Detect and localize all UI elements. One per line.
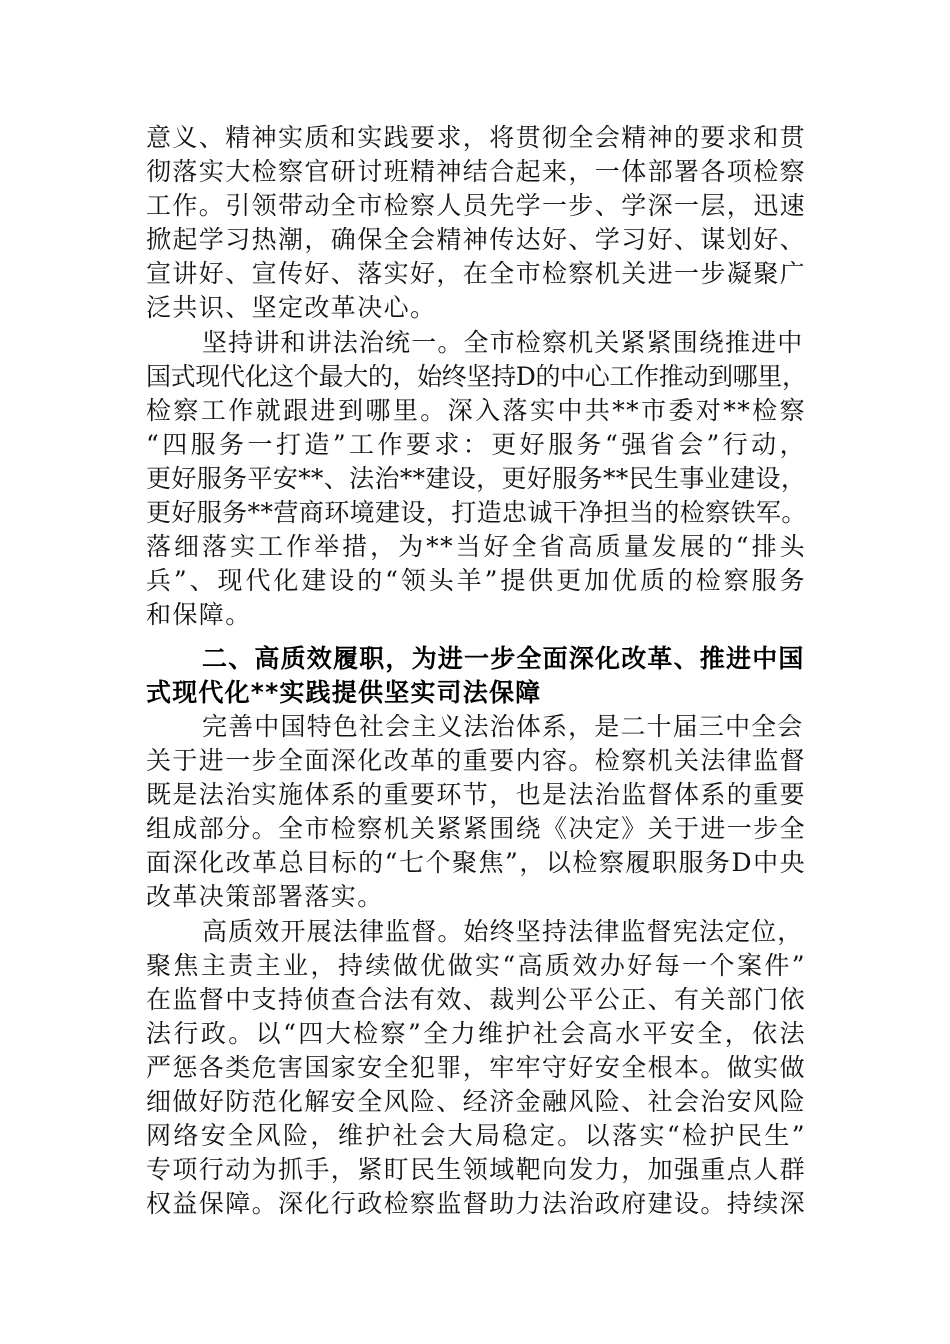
text-line: 意义、精神实质和实践要求，将贯彻全会精神的要求和贯 — [146, 123, 807, 152]
text-line: 彻落实大检察官研讨班精神结合起来，一体部署各项检察 — [146, 157, 807, 186]
text-line: 高质效开展法律监督。始终坚持法律监督宪法定位， — [202, 917, 804, 946]
text-line: 宣讲好、宣传好、落实好，在全市检察机关进一步凝聚广 — [146, 259, 807, 288]
text-line: 检察工作就跟进到哪里。深入落实中共**市委对**检察 — [146, 396, 806, 425]
paragraph-intro — [146, 121, 806, 325]
text-line: 在监督中支持侦查合法有效、裁判公平公正、有关部门依 — [146, 985, 807, 1014]
heading-line: 二、高质效履职，为进一步全面深化改革、推进中国 — [202, 644, 805, 673]
text-line: 工作。引领带动全市检察人员先学一步、学深一层，迅速 — [146, 191, 807, 220]
text-line: 聚焦主责主业，持续做优做实“高质效办好每一个案件” — [146, 951, 806, 980]
text-line: 严惩各类危害国家安全犯罪，牢牢守好安全根本。做实做 — [146, 1053, 807, 1082]
text-line: 掀起学习热潮，确保全会精神传达好、学习好、谋划好、 — [146, 225, 807, 254]
text-line: 法行政。以“四大检察”全力维护社会高水平安全，依法 — [146, 1019, 806, 1048]
text-line: 落细落实工作举措，为**当好全省高质量发展的“排头 — [146, 532, 806, 561]
paragraph-rule-of-law — [146, 326, 806, 632]
text-line: 网络安全风险，维护社会大局稳定。以落实“检护民生” — [146, 1121, 806, 1150]
text-line: 坚持讲和讲法治统一。全市检察机关紧紧围绕推进中 — [202, 328, 804, 357]
text-line: 兵”、现代化建设的“领头羊”提供更加优质的检察服务 — [146, 566, 806, 595]
paragraph-supervision — [146, 915, 806, 1221]
text-line: 改革决策部署落实。 — [146, 882, 384, 911]
text-line: 更好服务平安**、法治**建设，更好服务**民生事业建设， — [146, 464, 806, 493]
text-line: 泛共识、坚定改革决心。 — [146, 293, 437, 322]
text-line: 更好服务**营商环境建设，打造忠诚干净担当的检察铁军。 — [146, 498, 807, 527]
text-line: 面深化改革总目标的“七个聚焦”，以检察履职服务D中央 — [146, 848, 806, 877]
text-line: “四服务一打造”工作要求：更好服务“强省会”行动， — [146, 430, 806, 459]
text-line: 完善中国特色社会主义法治体系，是二十届三中全会 — [202, 712, 804, 741]
text-line: 权益保障。深化行政检察监督助力法治政府建设。持续深 — [146, 1189, 807, 1218]
text-line: 国式现代化这个最大的，始终坚持D的中心工作推动到哪里， — [146, 362, 807, 391]
text-line: 组成部分。全市检察机关紧紧围绕《决定》关于进一步全 — [146, 814, 807, 843]
text-line: 和保障。 — [146, 600, 252, 629]
text-line: 细做好防范化解安全风险、经济金融风险、社会治安风险 — [146, 1087, 807, 1116]
section-heading — [146, 642, 806, 710]
text-line: 关于进一步全面深化改革的重要内容。检察机关法律监督 — [146, 746, 807, 775]
text-line: 专项行动为抓手，紧盯民生领域靶向发力，加强重点人群 — [146, 1155, 807, 1184]
text-line: 既是法治实施体系的重要环节，也是法治监督体系的重要 — [146, 780, 807, 809]
paragraph-legal-system — [146, 710, 806, 914]
heading-line: 式现代化**实践提供坚实司法保障 — [146, 678, 542, 707]
